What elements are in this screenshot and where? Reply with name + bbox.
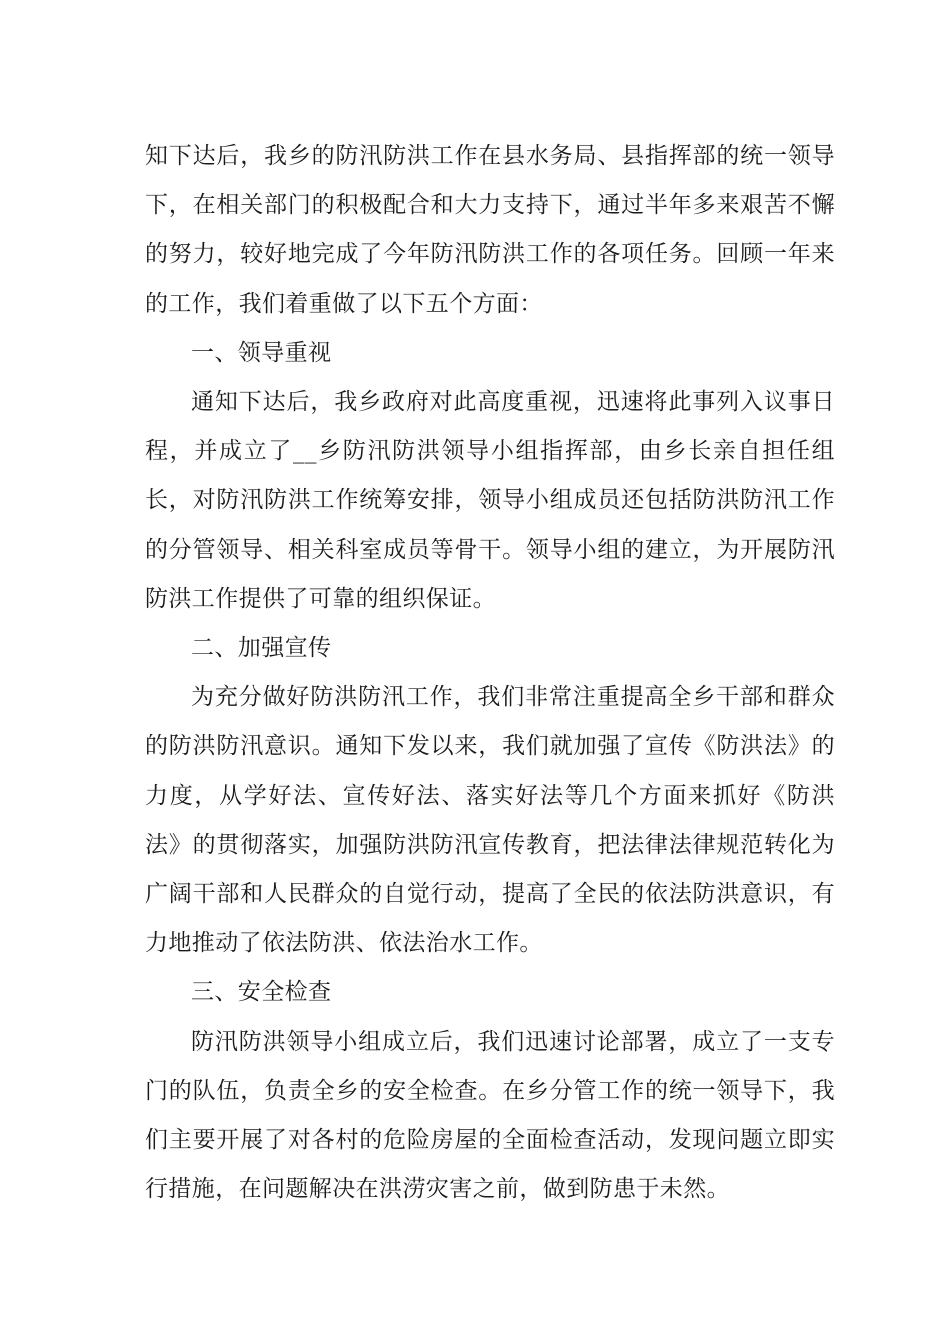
section-heading-publicity: 二、加强宣传	[191, 635, 332, 662]
paragraph-publicity: 为充分做好防洪防汛工作，我们非常注重提高全乡干部和群众的防洪防汛意识。通知下发以来，我们就加强了宣传《防洪法》的力度，从学好法、宣传好法、落实好法等几个方面来抓好《防洪法》的贯彻落实，加强防洪防汛宣传教育，把法律法律规范转化为广阔干部和人民群众的自觉行动，提高了全民的依法防洪意识，有力地推动了依法防洪、依法治水工作。	[145, 684, 835, 957]
section-heading-leadership: 一、领导重视	[191, 339, 332, 366]
paragraph-leadership: 通知下达后，我乡政府对此高度重视，迅速将此事列入议事日程，并成立了__乡防汛防洪领导小组指挥部，由乡长亲自担任组长，对防汛防洪工作统筹安排，领导小组成员还包括防洪防汛工作的分管领导、相关科室成员等骨干。领导小组的建立，为开展防汛防洪工作提供了可靠的组织保证。	[145, 389, 835, 612]
paragraph-intro: 知下达后，我乡的防汛防洪工作在县水务局、县指挥部的统一领导下，在相关部门的积极配合和大力支持下，通过半年多来艰苦不懈的努力，较好地完成了今年防汛防洪工作的各项任务。回顾一年来的工作，我们着重做了以下五个方面：	[145, 143, 835, 317]
paragraph-safety-inspection: 防汛防洪领导小组成立后，我们迅速讨论部署，成立了一支专门的队伍，负责全乡的安全检查。在乡分管工作的统一领导下，我们主要开展了对各村的危险房屋的全面检查活动，发现问题立即实行措施，在问题解决在洪涝灾害之前，做到防患于未然。	[145, 1028, 835, 1203]
section-heading-safety-inspection: 三、安全检查	[191, 979, 332, 1006]
document-body	[145, 132, 835, 1214]
